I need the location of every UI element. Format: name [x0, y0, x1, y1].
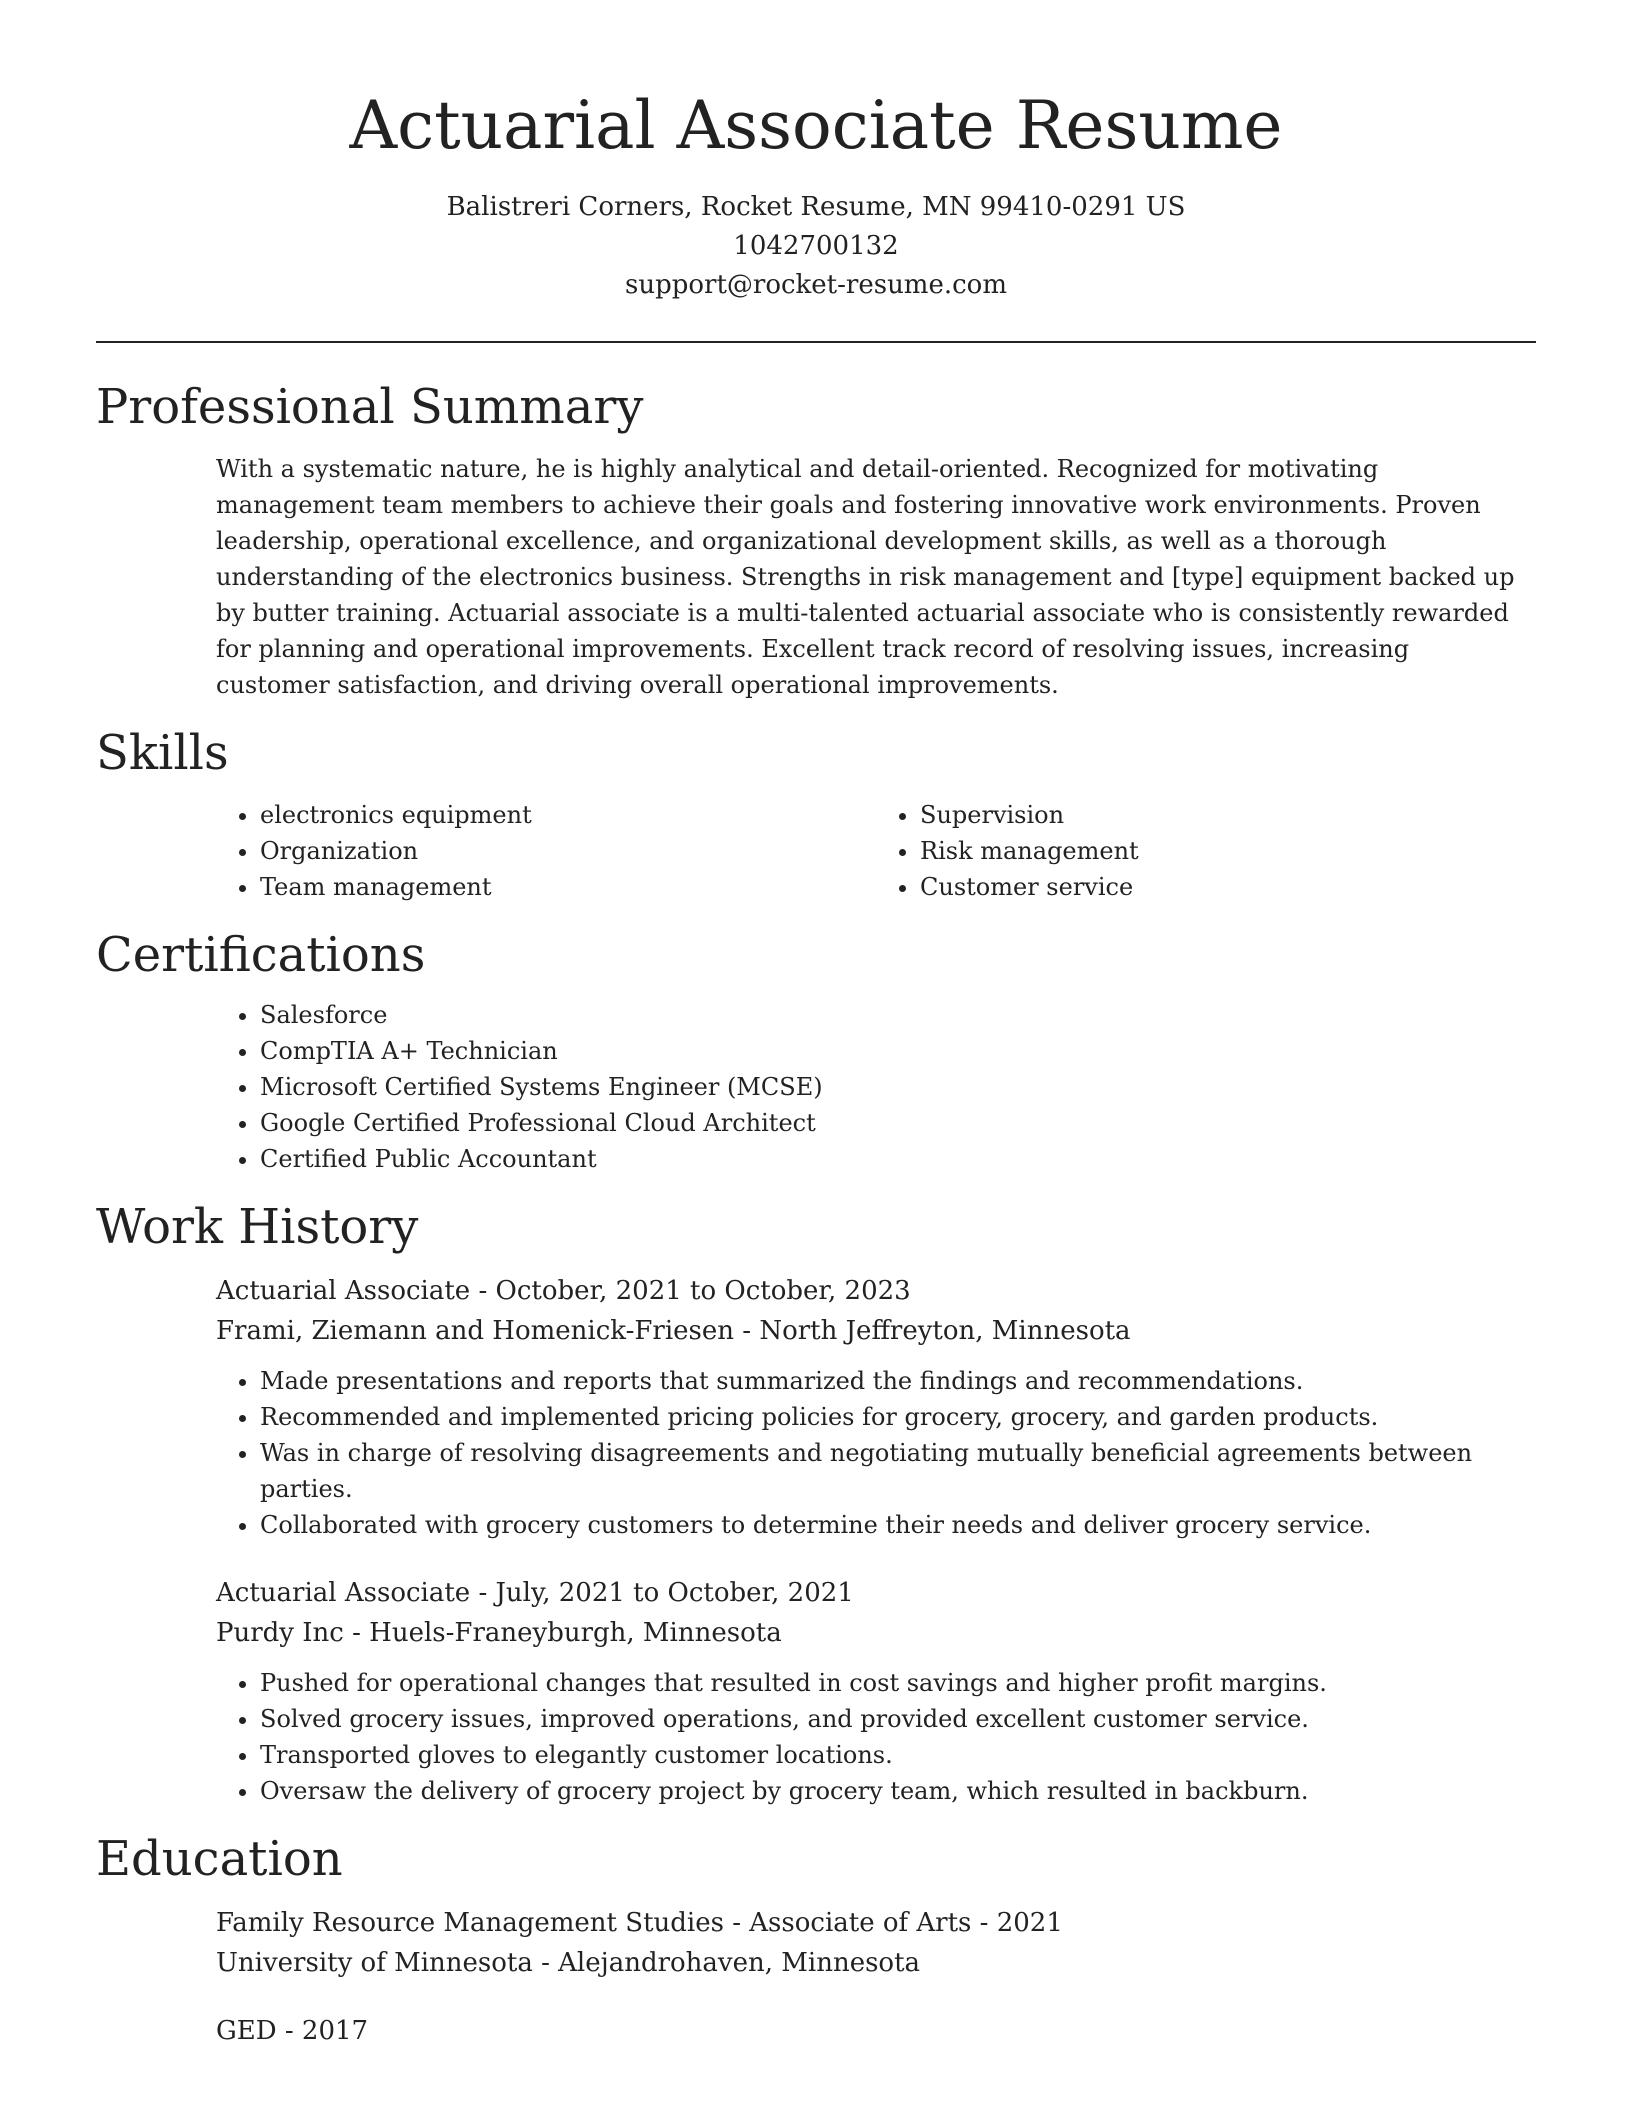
job-title: Actuarial Associate [216, 1276, 471, 1306]
job-bullets [216, 1363, 1536, 1543]
job-company-line [216, 1613, 1536, 1653]
skill-item: • Supervision [920, 797, 1536, 833]
section-title-work: Work History [96, 1199, 419, 1255]
job-bullet: • Recommended and implemented pricing policies for grocery, grocery, and garden products. [260, 1399, 1476, 1435]
job-title-line [216, 1573, 1536, 1613]
job-bullet: • Oversaw the delivery of grocery project by grocery team, which resulted in backburn. [260, 1773, 1476, 1809]
job-entry [216, 1271, 1536, 1351]
job-bullets [216, 1665, 1536, 1809]
job-company: Frami, Ziemann and Homenick-Friesen [216, 1316, 735, 1346]
skill-item: • Risk management [920, 833, 1536, 869]
contact-address: Balistreri Corners, Rocket Resume, MN 99410-0291 US [446, 192, 1186, 222]
job-dates: - July, 2021 to October, 2021 [470, 1578, 854, 1608]
skills-section [96, 723, 1536, 905]
job-bullet: • Pushed for operational changes that resulted in cost savings and higher profit margins. [260, 1665, 1476, 1701]
contact-block [96, 188, 1536, 305]
resume-header [96, 0, 1536, 305]
job-location: - Huels-Franeyburgh, Minnesota [343, 1618, 782, 1648]
job-title: Actuarial Associate [216, 1578, 471, 1608]
job-bullet: • Collaborated with grocery customers to determine their needs and deliver grocery service. [260, 1507, 1476, 1543]
summary-text: With a systematic nature, he is highly analytical and detail-oriented. Recognized for motivating management team members to achieve their goals and fostering innovative work environments. Proven leadership, operational excellence, and organizational development skills, as well as a thorough understanding of the electronics business. Strengths in risk management and [type] equipment backed up by butter training. Actuarial associate is a multi-talented actuarial associate who is consistently rewarded for planning and operational improvements. Excellent track record of resolving issues, increasing customer satisfaction, and driving overall operational improvements. [216, 455, 1515, 699]
certification-item: • Google Certified Professional Cloud Architect [260, 1105, 1536, 1141]
certification-item: • CompTIA A+ Technician [260, 1033, 1536, 1069]
section-title-skills: Skills [96, 725, 229, 781]
job-bullet: • Made presentations and reports that summarized the findings and recommendations. [260, 1363, 1476, 1399]
certification-item: • Salesforce [260, 997, 1536, 1033]
skill-item: • Team management [260, 869, 876, 905]
job-bullet: • Transported gloves to elegantly customer locations. [260, 1737, 1476, 1773]
education-degree-line: GED - 2017 [216, 2016, 369, 2046]
skills-list-right [876, 797, 1536, 905]
certification-item: • Microsoft Certified Systems Engineer (MCSE) [260, 1069, 1536, 1105]
contact-phone: 1042700132 [733, 231, 899, 261]
education-school: University of Minnesota [216, 1948, 533, 1978]
skills-list-left [216, 797, 876, 905]
skill-item: • Customer service [920, 869, 1536, 905]
skills-grid [216, 797, 1536, 905]
skill-item: • electronics equipment [260, 797, 876, 833]
summary-section [96, 377, 1536, 703]
education-entry [216, 2011, 1536, 2051]
job-bullet: • Solved grocery issues, improved operations, and provided excellent customer service. [260, 1701, 1476, 1737]
education-school-line [216, 1943, 1536, 1983]
certifications-section [96, 925, 1536, 1177]
section-title-summary: Professional Summary [96, 379, 644, 435]
job-title-line [216, 1271, 1536, 1311]
contact-email: support@rocket-resume.com [624, 270, 1007, 300]
certifications-list [216, 997, 1536, 1177]
education-degree-line: Family Resource Management Studies - Associate of Arts - 2021 [216, 1908, 1063, 1938]
resume-title: Actuarial Associate Resume [349, 87, 1283, 164]
section-title-certifications: Certifications [96, 927, 426, 983]
job-location: - North Jeffreyton, Minnesota [734, 1316, 1131, 1346]
header-divider [96, 341, 1536, 343]
job-entry [216, 1573, 1536, 1653]
skill-item: • Organization [260, 833, 876, 869]
education-section [96, 1829, 1536, 2051]
job-company-line [216, 1311, 1536, 1351]
resume-page [96, 0, 1536, 2051]
education-location: - Alejandrohaven, Minnesota [532, 1948, 921, 1978]
section-title-education: Education [96, 1831, 343, 1887]
job-company: Purdy Inc [216, 1618, 344, 1648]
certification-item: • Certified Public Accountant [260, 1141, 1536, 1177]
job-bullet: • Was in charge of resolving disagreements and negotiating mutually beneficial agreements between parties. [260, 1435, 1476, 1507]
job-dates: - October, 2021 to October, 2023 [470, 1276, 911, 1306]
work-section [96, 1197, 1536, 1809]
education-entry [216, 1903, 1536, 1983]
